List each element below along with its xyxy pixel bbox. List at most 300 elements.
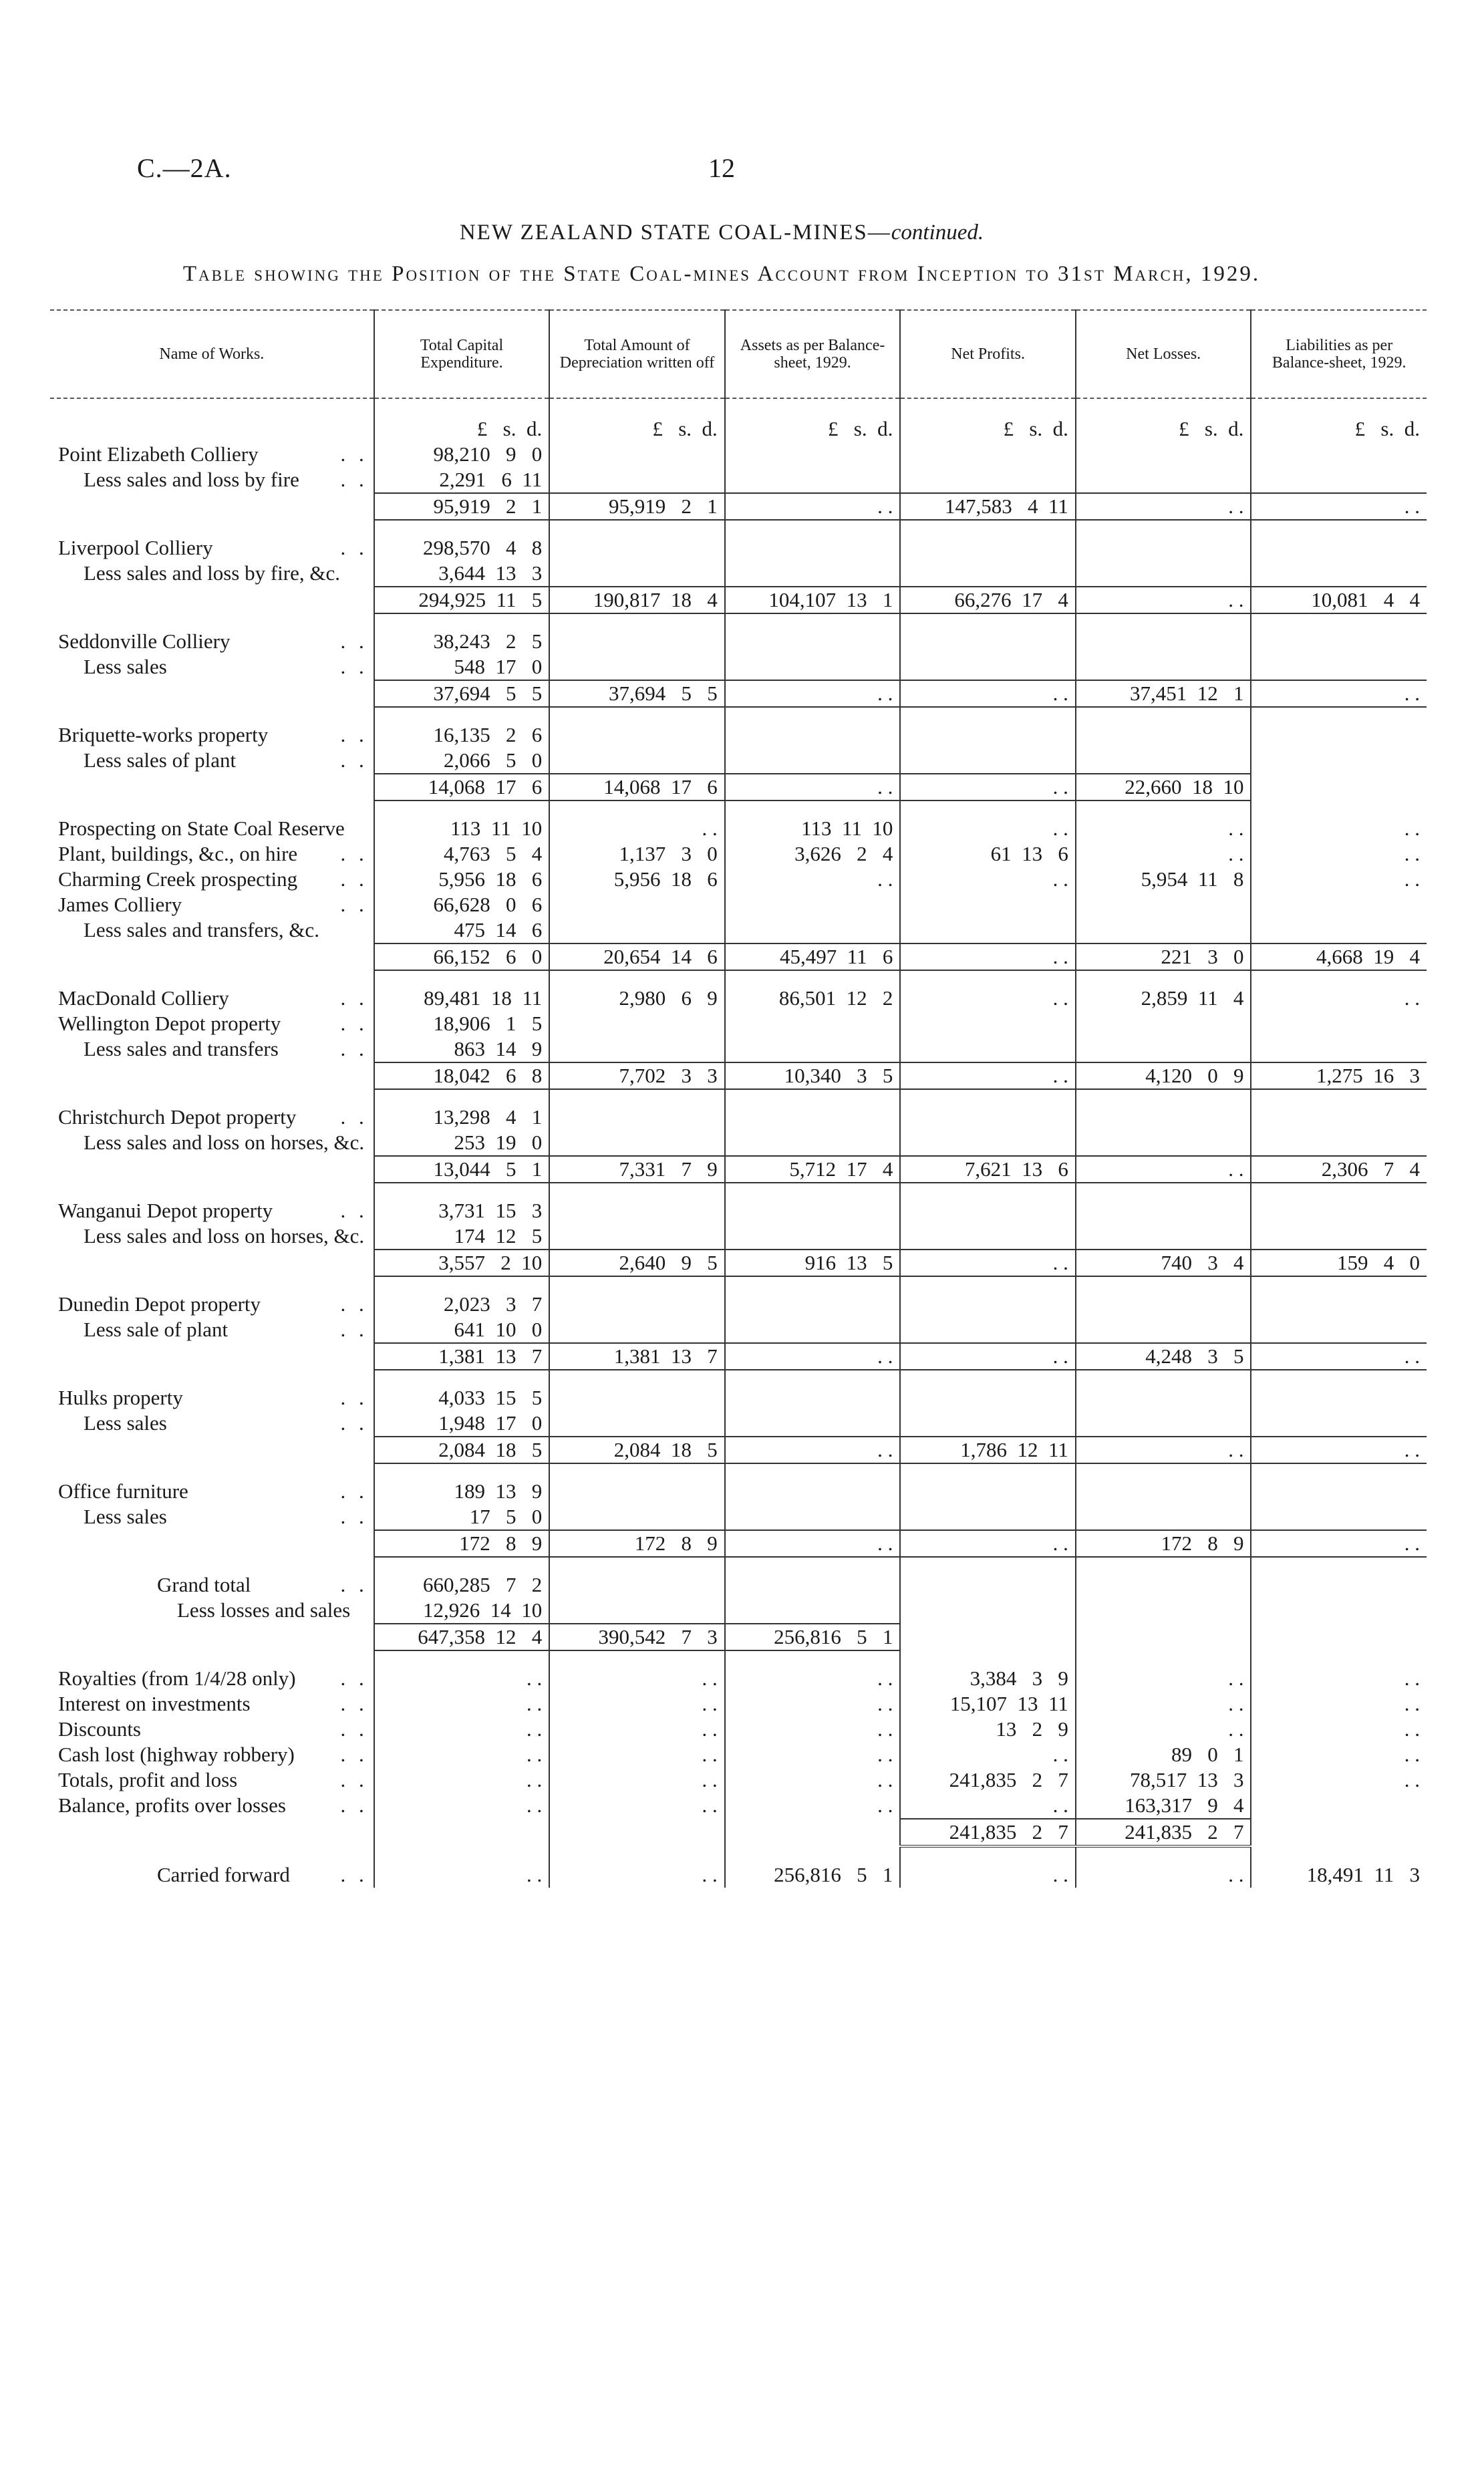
cell-assets: . . (725, 867, 901, 892)
cell-profits (900, 1223, 1076, 1250)
title-continued: continued. (891, 221, 984, 245)
cell-losses (1076, 748, 1251, 774)
cell-liabilities (1251, 467, 1427, 493)
cell-assets: . . (725, 1343, 901, 1370)
cell-capital: . . (374, 1691, 550, 1717)
cell-liabilities: . . (1251, 986, 1427, 1011)
cell-assets (725, 892, 901, 917)
page-title (0, 221, 1443, 245)
cell-assets (725, 1011, 901, 1036)
cell-liabilities: . . (1251, 1691, 1427, 1717)
cell-capital: 298,570 4 8 (374, 535, 550, 561)
cell-assets (725, 1411, 901, 1437)
row-label (50, 841, 374, 867)
cell-capital: 12,926 14 10 (374, 1598, 550, 1624)
cell-profits (900, 1317, 1076, 1343)
cell-depreciation (549, 1130, 725, 1156)
cell-losses (1076, 654, 1251, 680)
cell-capital: 66,628 0 6 (374, 892, 550, 917)
row-label (50, 1504, 374, 1530)
cell-profits (900, 1624, 1076, 1650)
spacer-cell (725, 1370, 901, 1385)
cell-liabilities: . . (1251, 816, 1427, 841)
row-label (50, 1292, 374, 1317)
cell-assets: . . (725, 680, 901, 707)
column-header-name: Name of Works. (159, 345, 265, 363)
cell-assets (725, 1317, 901, 1343)
cell-losses: 78,517 13 3 (1076, 1767, 1251, 1793)
cell-depreciation (549, 1317, 725, 1343)
cell-losses (1076, 1385, 1251, 1411)
row-label (50, 629, 374, 654)
leader-dots: . . (340, 1105, 368, 1129)
spacer-cell (549, 1276, 725, 1292)
units-profits: £ s. d. (900, 398, 1076, 442)
table-subtotal-row (50, 1530, 1427, 1557)
leader-dots: . . (340, 655, 368, 678)
row-label (50, 1742, 374, 1767)
cell-liabilities: 10,081 4 4 (1251, 587, 1427, 613)
table-subtotal-row (50, 1250, 1427, 1276)
cell-losses (1076, 1105, 1251, 1130)
spacer-cell (549, 1183, 725, 1198)
leader-dots: . . (340, 442, 368, 466)
row-label (50, 1437, 374, 1463)
spacer-cell (725, 1846, 901, 1862)
cell-profits: . . (900, 1250, 1076, 1276)
cell-liabilities (1251, 1479, 1427, 1504)
row-spacer (50, 800, 1427, 816)
cell-assets (725, 722, 901, 748)
cell-losses (1076, 722, 1251, 748)
cell-profits: 7,621 13 6 (900, 1156, 1076, 1183)
row-label (50, 917, 374, 943)
row-label (50, 1717, 374, 1742)
cell-profits: 13 2 9 (900, 1717, 1076, 1742)
row-label-text: Briquette-works property (58, 723, 269, 746)
spacer-cell (549, 1089, 725, 1105)
spacer-cell (1076, 970, 1251, 986)
cell-losses (1076, 1504, 1251, 1530)
table-row (50, 841, 1427, 867)
table-row (50, 867, 1427, 892)
cell-depreciation (549, 1105, 725, 1130)
row-label (50, 867, 374, 892)
cell-liabilities: . . (1251, 1767, 1427, 1793)
cell-depreciation: . . (549, 1862, 725, 1888)
cell-liabilities: . . (1251, 841, 1427, 867)
column-header-capital: Total Capital Expenditure. (374, 310, 550, 398)
cell-depreciation (549, 654, 725, 680)
cell-capital: 174 12 5 (374, 1223, 550, 1250)
cell-assets: 45,497 11 6 (725, 943, 901, 970)
cell-assets (725, 1223, 901, 1250)
row-label-text: Less sales and transfers (84, 1037, 279, 1060)
cell-depreciation (549, 442, 725, 467)
row-label-text: Prospecting on State Coal Reserve (58, 817, 345, 840)
spacer-cell (50, 1089, 374, 1105)
cell-losses: 172 8 9 (1076, 1530, 1251, 1557)
cell-losses (1076, 1198, 1251, 1223)
cell-liabilities: . . (1251, 867, 1427, 892)
table-row (50, 1317, 1427, 1343)
row-label (50, 1062, 374, 1089)
cell-losses (1076, 1479, 1251, 1504)
row-label (50, 1223, 374, 1250)
row-label (50, 892, 374, 917)
units-capital: £ s. d. (374, 398, 550, 442)
cell-assets (725, 1105, 901, 1130)
leader-dots: . . (340, 842, 368, 865)
cell-losses (1076, 1411, 1251, 1437)
spacer-cell (725, 520, 901, 535)
cell-liabilities (1251, 1793, 1427, 1819)
spacer-cell (374, 1650, 550, 1666)
spacer-cell (1076, 1276, 1251, 1292)
spacer-cell (1076, 800, 1251, 816)
spacer-cell (1251, 1650, 1427, 1666)
row-label (50, 1198, 374, 1223)
table-row (50, 442, 1427, 467)
table-row (50, 1666, 1427, 1691)
cell-depreciation (549, 1036, 725, 1062)
cell-assets: . . (725, 1530, 901, 1557)
row-label-text: Less sales (84, 1505, 167, 1528)
leader-dots: . . (340, 867, 368, 891)
cell-losses: . . (1076, 1717, 1251, 1742)
cell-losses (1076, 1292, 1251, 1317)
cell-depreciation (549, 629, 725, 654)
cell-assets (725, 442, 901, 467)
row-label (50, 1156, 374, 1183)
table-body (50, 398, 1427, 1888)
leader-dots: . . (340, 1012, 368, 1035)
cell-assets: 113 11 10 (725, 816, 901, 841)
spacer-cell (374, 1463, 550, 1479)
cell-profits (900, 1572, 1076, 1598)
row-label-text: Interest on investments (58, 1692, 251, 1715)
spacer-cell (900, 707, 1076, 722)
cell-profits (900, 917, 1076, 943)
row-label (50, 943, 374, 970)
row-spacer (50, 1183, 1427, 1198)
cell-depreciation: 390,542 7 3 (549, 1624, 725, 1650)
leader-dots: . . (340, 1505, 368, 1528)
row-label (50, 1691, 374, 1717)
spacer-cell (374, 970, 550, 986)
cell-capital: 294,925 11 5 (374, 587, 550, 613)
row-label (50, 1793, 374, 1819)
cell-profits: 147,583 4 11 (900, 493, 1076, 520)
row-label (50, 467, 374, 493)
cell-liabilities: . . (1251, 1666, 1427, 1691)
cell-capital: 4,033 15 5 (374, 1385, 550, 1411)
cell-depreciation (549, 1385, 725, 1411)
leader-dots: . . (340, 893, 368, 916)
cell-losses: . . (1076, 1666, 1251, 1691)
cell-liabilities (1251, 1317, 1427, 1343)
cell-liabilities (1251, 1572, 1427, 1598)
cell-profits (900, 629, 1076, 654)
spacer-cell (1251, 707, 1427, 722)
cell-capital: 16,135 2 6 (374, 722, 550, 748)
cell-capital: 2,084 18 5 (374, 1437, 550, 1463)
cell-liabilities: 1,275 16 3 (1251, 1062, 1427, 1089)
spacer-cell (725, 613, 901, 629)
cell-profits (900, 1598, 1076, 1624)
spacer-cell (549, 1370, 725, 1385)
cell-capital: 3,644 13 3 (374, 561, 550, 587)
spacer-cell (725, 1463, 901, 1479)
table-row (50, 1862, 1427, 1888)
cell-losses (1076, 1572, 1251, 1598)
leader-dots: . . (340, 629, 368, 653)
spacer-cell (50, 520, 374, 535)
leader-dots: . . (340, 1717, 368, 1741)
cell-depreciation: . . (549, 1666, 725, 1691)
cell-liabilities (1251, 1292, 1427, 1317)
cell-liabilities (1251, 1198, 1427, 1223)
cell-losses: 4,120 0 9 (1076, 1062, 1251, 1089)
page-number: 12 (708, 153, 735, 183)
cell-profits: . . (900, 680, 1076, 707)
spacer-cell (900, 1463, 1076, 1479)
spacer-cell (1251, 1183, 1427, 1198)
row-label-text: Less sales and transfers, &c. (84, 918, 319, 941)
cell-capital: 113 11 10 (374, 816, 550, 841)
units-row (50, 398, 1427, 442)
row-label-text: Point Elizabeth Colliery (58, 442, 259, 466)
cell-capital: 548 17 0 (374, 654, 550, 680)
row-label (50, 1385, 374, 1411)
cell-profits: . . (900, 1062, 1076, 1089)
row-label-text: Less sales and loss by fire, &c. (84, 561, 340, 585)
spacer-cell (1251, 1463, 1427, 1479)
row-spacer (50, 1370, 1427, 1385)
cell-capital: 475 14 6 (374, 917, 550, 943)
leader-dots: . . (340, 723, 368, 746)
cell-liabilities: . . (1251, 1437, 1427, 1463)
cell-capital: . . (374, 1742, 550, 1767)
cell-liabilities (1251, 561, 1427, 587)
spacer-cell (1076, 1089, 1251, 1105)
cell-losses (1076, 1223, 1251, 1250)
cell-liabilities (1251, 1624, 1427, 1650)
units-assets: £ s. d. (725, 398, 901, 442)
cell-profits (900, 1130, 1076, 1156)
cell-depreciation: 2,640 9 5 (549, 1250, 725, 1276)
cell-depreciation: 5,956 18 6 (549, 867, 725, 892)
cell-depreciation: 7,702 3 3 (549, 1062, 725, 1089)
cell-losses: . . (1076, 493, 1251, 520)
cell-capital: . . (374, 1862, 550, 1888)
row-label (50, 1767, 374, 1793)
cell-assets: 10,340 3 5 (725, 1062, 901, 1089)
cell-assets (725, 1036, 901, 1062)
cell-liabilities (1251, 1385, 1427, 1411)
cell-depreciation (549, 1223, 725, 1250)
row-label-text: James Colliery (58, 893, 182, 916)
table-caption: Table showing the Position of the State Coal-mines Account from Inception to 31st March, 1929. (182, 262, 1261, 286)
cell-assets: 86,501 12 2 (725, 986, 901, 1011)
spacer-cell (725, 1276, 901, 1292)
cell-depreciation: . . (549, 816, 725, 841)
row-spacer (50, 1276, 1427, 1292)
cell-profits (900, 1198, 1076, 1223)
spacer-cell (1251, 1370, 1427, 1385)
spacer-cell (549, 800, 725, 816)
cell-capital: . . (374, 1767, 550, 1793)
cell-depreciation (549, 722, 725, 748)
spacer-cell (549, 613, 725, 629)
cell-liabilities (1251, 892, 1427, 917)
table-row (50, 561, 1427, 587)
cell-profits (900, 722, 1076, 748)
row-spacer (50, 1463, 1427, 1479)
spacer-cell (549, 1846, 725, 1862)
row-label (50, 816, 374, 841)
leader-dots: . . (340, 1386, 368, 1409)
spacer-cell (50, 970, 374, 986)
spacer-cell (725, 1183, 901, 1198)
cell-losses: . . (1076, 1437, 1251, 1463)
spacer-cell (374, 1183, 550, 1198)
row-label-text: Discounts (58, 1717, 141, 1741)
cell-losses: . . (1076, 1862, 1251, 1888)
spacer-cell (374, 1370, 550, 1385)
spacer-cell (374, 520, 550, 535)
leader-dots: . . (340, 536, 368, 559)
table-row (50, 1691, 1427, 1717)
cell-capital: 4,763 5 4 (374, 841, 550, 867)
column-header-liabilities: Liabilities as per Balance-sheet, 1929. (1251, 310, 1427, 398)
column-header-profits: Net Profits. (900, 310, 1076, 398)
cell-capital: 660,285 7 2 (374, 1572, 550, 1598)
spacer-cell (374, 1846, 550, 1862)
cell-assets (725, 467, 901, 493)
cell-liabilities (1251, 748, 1427, 774)
leader-dots: . . (340, 1666, 368, 1690)
spacer-cell (374, 1089, 550, 1105)
cell-liabilities (1251, 654, 1427, 680)
row-label (50, 1130, 374, 1156)
cell-depreciation: 37,694 5 5 (549, 680, 725, 707)
cell-capital: 38,243 2 5 (374, 629, 550, 654)
row-label-text: Balance, profits over losses (58, 1793, 286, 1817)
spacer-cell (725, 707, 901, 722)
cell-assets (725, 748, 901, 774)
spacer-cell (900, 800, 1076, 816)
row-label (50, 1819, 374, 1846)
spacer-cell (725, 1089, 901, 1105)
cell-depreciation (549, 1198, 725, 1223)
cell-losses: . . (1076, 587, 1251, 613)
spacer-cell (374, 1276, 550, 1292)
cell-depreciation: 1,137 3 0 (549, 841, 725, 867)
spacer-cell (1076, 1370, 1251, 1385)
units-liabilities: £ s. d. (1251, 398, 1427, 442)
spacer-cell (549, 1557, 725, 1572)
cell-assets (725, 1504, 901, 1530)
table-row (50, 467, 1427, 493)
row-label (50, 561, 374, 587)
cell-assets (725, 1198, 901, 1223)
cell-capital: . . (374, 1793, 550, 1819)
cell-losses (1076, 1317, 1251, 1343)
row-label (50, 1105, 374, 1130)
table-row (50, 1198, 1427, 1223)
cell-losses (1076, 1011, 1251, 1036)
cell-liabilities: 4,668 19 4 (1251, 943, 1427, 970)
row-label (50, 680, 374, 707)
cell-assets: 5,712 17 4 (725, 1156, 901, 1183)
cell-assets (725, 1130, 901, 1156)
cell-capital: 253 19 0 (374, 1130, 550, 1156)
spacer-cell (900, 520, 1076, 535)
cell-assets (725, 1479, 901, 1504)
cell-liabilities (1251, 1130, 1427, 1156)
cell-profits (900, 1011, 1076, 1036)
cell-assets (725, 629, 901, 654)
table-row (50, 1292, 1427, 1317)
row-label-text: Charming Creek prospecting (58, 867, 298, 891)
spacer-cell (1076, 1557, 1251, 1572)
cell-losses: . . (1076, 1691, 1251, 1717)
table-row (50, 1385, 1427, 1411)
cell-liabilities: . . (1251, 1343, 1427, 1370)
table-subtotal-row (50, 1156, 1427, 1183)
row-spacer (50, 707, 1427, 722)
cell-liabilities (1251, 722, 1427, 748)
cell-assets: 256,816 5 1 (725, 1862, 901, 1888)
cell-profits (900, 1411, 1076, 1437)
spacer-cell (1076, 520, 1251, 535)
cell-depreciation (549, 1292, 725, 1317)
cell-depreciation (549, 1819, 725, 1846)
cell-capital (374, 1819, 550, 1846)
spacer-cell (50, 1463, 374, 1479)
cell-losses (1076, 892, 1251, 917)
spacer-cell (50, 613, 374, 629)
row-label-text: Liverpool Colliery (58, 536, 213, 559)
table-row (50, 1717, 1427, 1742)
cell-capital: 3,557 2 10 (374, 1250, 550, 1276)
spacer-cell (1251, 1089, 1427, 1105)
spacer-cell (50, 1846, 374, 1862)
table-row (50, 1105, 1427, 1130)
cell-assets: . . (725, 493, 901, 520)
cell-assets: . . (725, 1717, 901, 1742)
cell-depreciation (549, 917, 725, 943)
cell-depreciation: 2,084 18 5 (549, 1437, 725, 1463)
cell-depreciation (549, 1598, 725, 1624)
cell-profits (900, 1105, 1076, 1130)
spacer-cell (50, 1650, 374, 1666)
cell-assets: . . (725, 1666, 901, 1691)
cell-losses (1076, 1036, 1251, 1062)
cell-assets (725, 654, 901, 680)
spacer-cell (900, 1183, 1076, 1198)
cell-losses: . . (1076, 816, 1251, 841)
cell-liabilities: 18,491 11 3 (1251, 1862, 1427, 1888)
cell-capital: 3,731 15 3 (374, 1198, 550, 1223)
row-label (50, 774, 374, 800)
spacer-cell (374, 707, 550, 722)
cell-capital: 37,694 5 5 (374, 680, 550, 707)
row-label-text: Grand total (157, 1573, 251, 1596)
spacer-cell (900, 613, 1076, 629)
cell-liabilities (1251, 1011, 1427, 1036)
